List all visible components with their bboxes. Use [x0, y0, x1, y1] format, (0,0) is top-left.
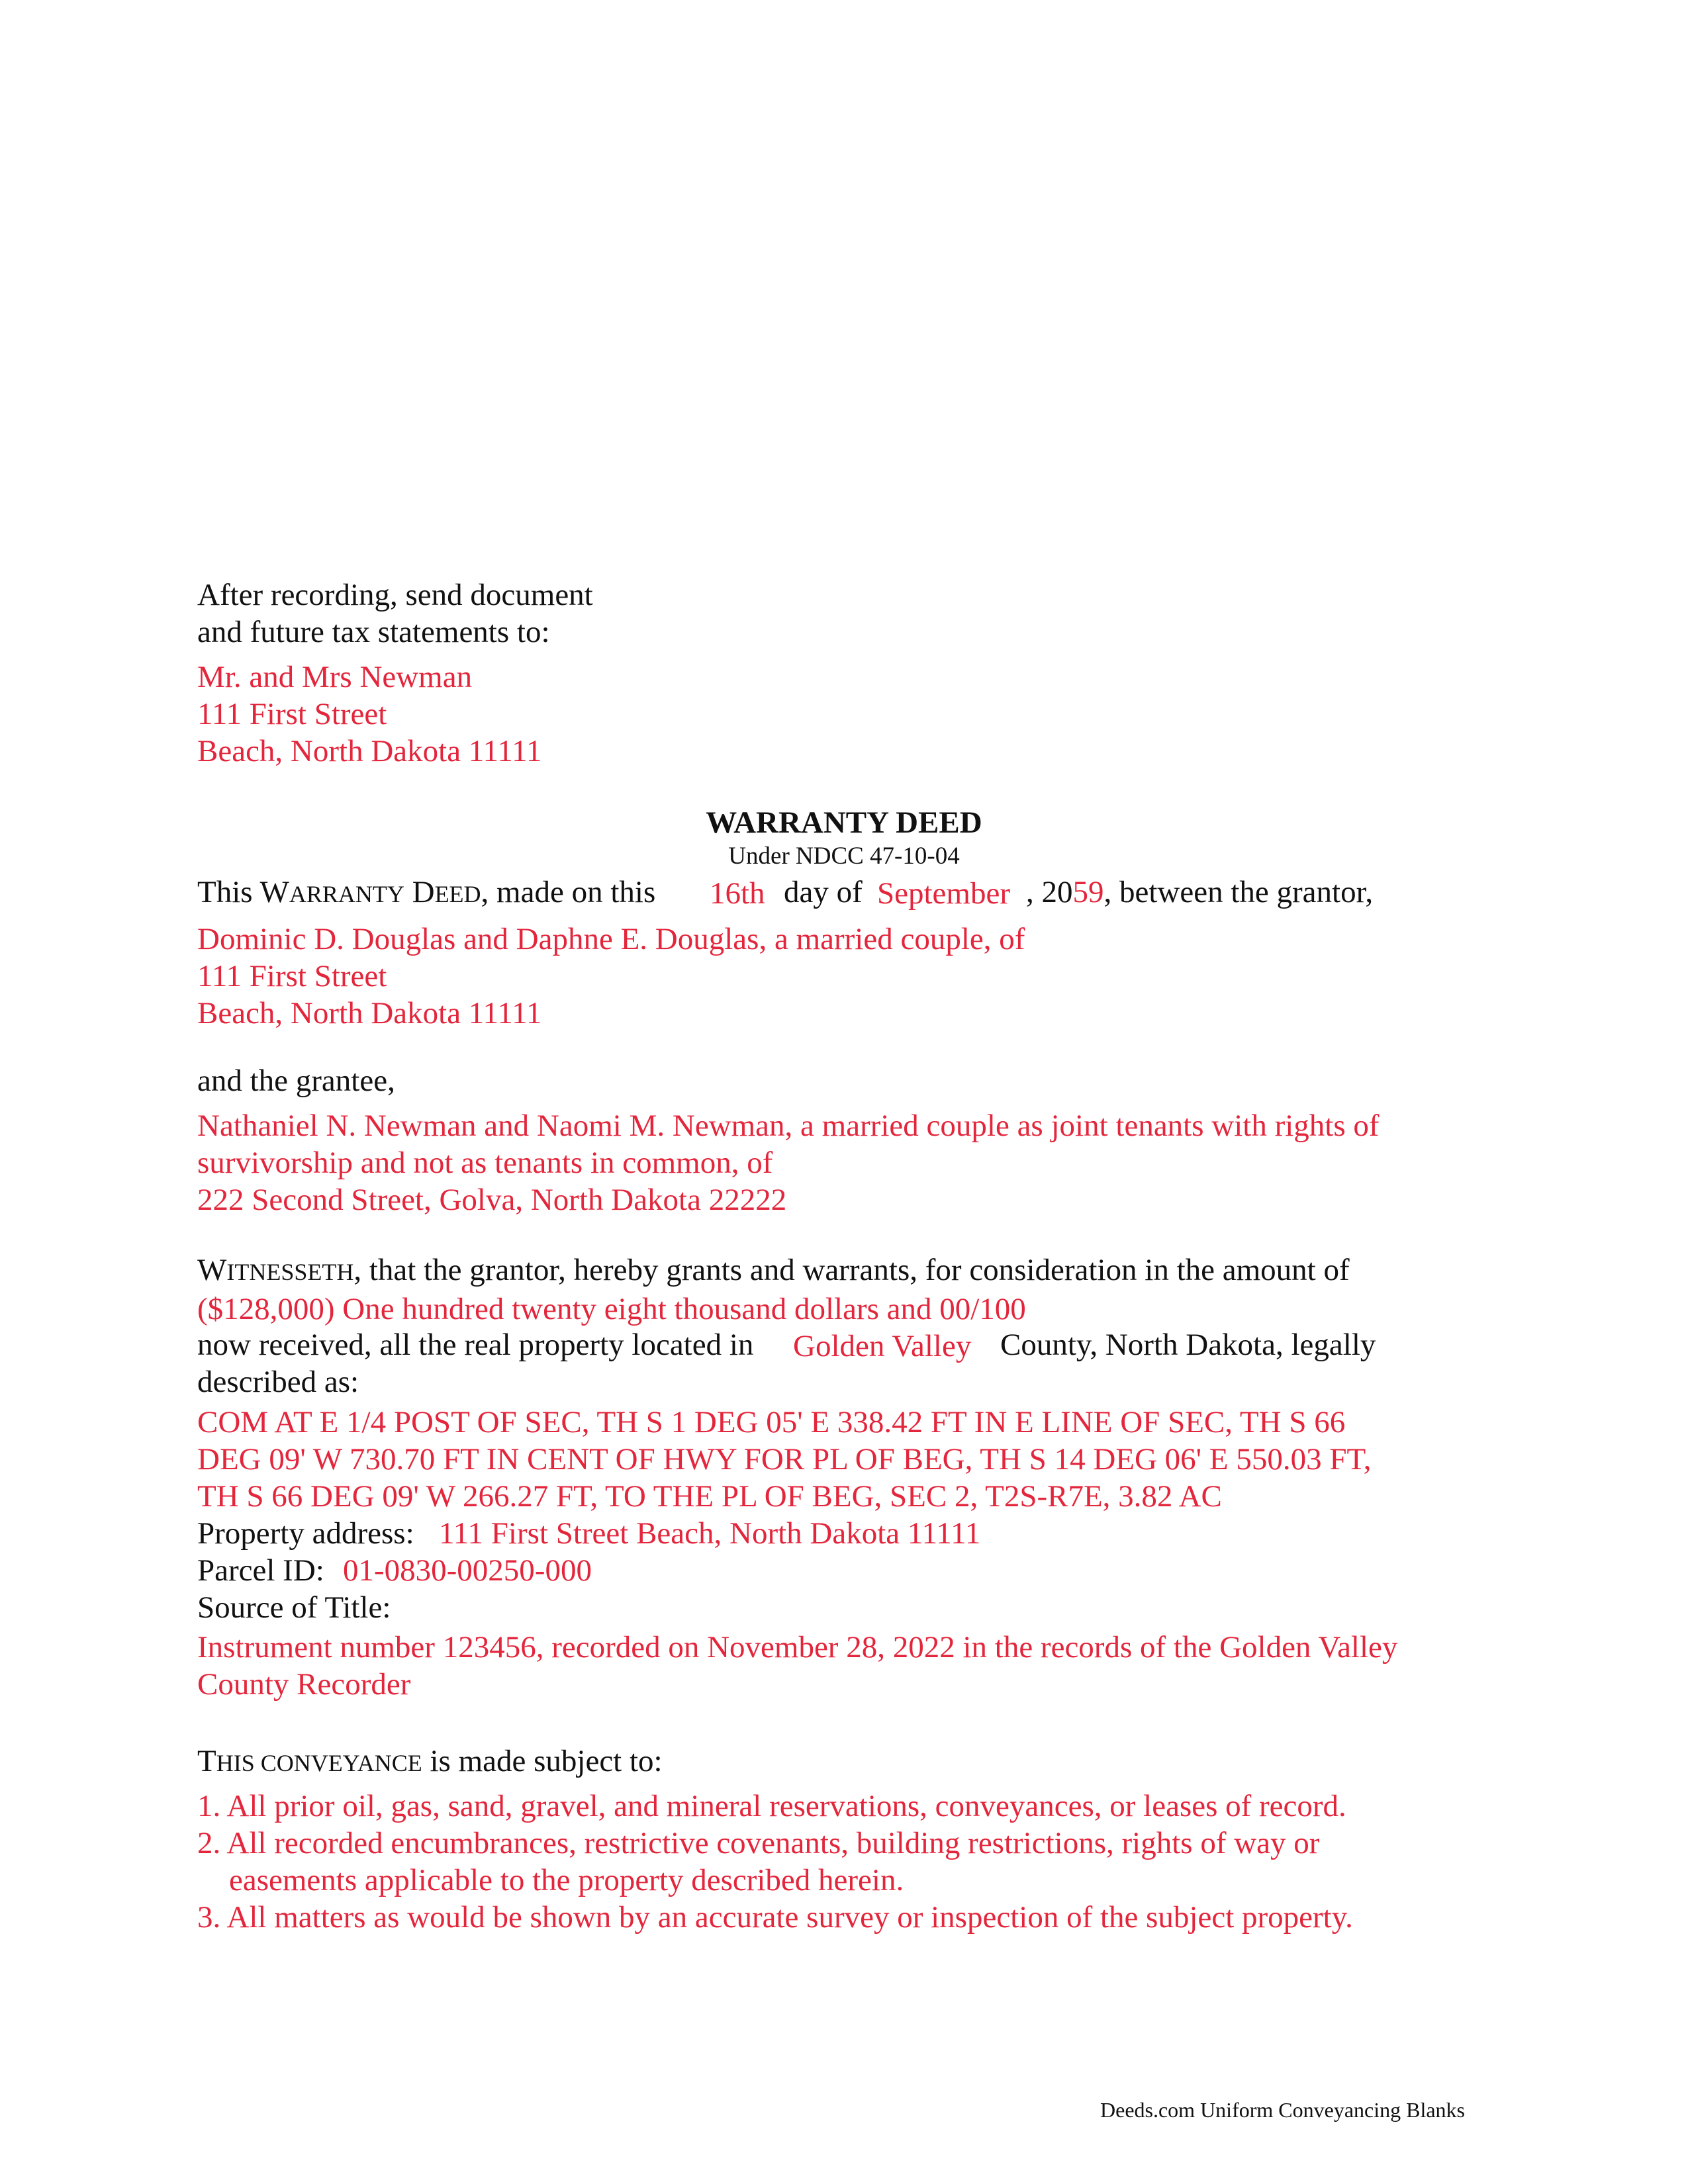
return-instruction-line2: and future tax statements to: [197, 615, 550, 649]
witnesseth-rest: ITNESSETH [226, 1259, 354, 1285]
grantee-address: 222 Second Street, Golva, North Dakota 22222 [197, 1183, 787, 1217]
deed-d: D [412, 875, 435, 909]
document-subtitle: Under NDCC 47-10-04 [728, 842, 960, 870]
described-as: described as: [197, 1365, 359, 1399]
intro-this: This [197, 875, 253, 909]
conveyance-item-2-cont: easements applicable to the property described herein. [229, 1863, 904, 1897]
deed-rest: EED [434, 881, 481, 907]
year-suffix: 59 [1072, 875, 1104, 909]
parcel-id-label: Parcel ID: [197, 1553, 324, 1588]
conveyance-heading [197, 1743, 663, 1782]
warranty-rest: ARRANTY [289, 881, 404, 907]
day-value: 16th [710, 876, 765, 911]
source-of-title-line2: County Recorder [197, 1667, 411, 1702]
property-address-value: 111 First Street Beach, North Dakota 11111 [439, 1516, 981, 1551]
conveyance-subject-to: is made subject to: [422, 1744, 663, 1778]
intro-day-of: day of [784, 875, 863, 909]
year-prefix: , 20 [1026, 875, 1073, 909]
source-of-title-line1: Instrument number 123456, recorded on November 28, 2022 in the records of the Golden Valley [197, 1630, 1398, 1664]
source-of-title-label: Source of Title: [197, 1590, 391, 1625]
month-value: September [877, 876, 1010, 911]
legal-description-line1: COM AT E 1/4 POST OF SEC, TH S 1 DEG 05' E 338.42 FT IN E LINE OF SEC, TH S 66 [197, 1405, 1346, 1439]
conveyance-item-2: 2. All recorded encumbrances, restrictive covenants, building restrictions, rights of way or [197, 1826, 1320, 1860]
grantor-names: Dominic D. Douglas and Daphne E. Douglas, a married couple, of [197, 922, 1025, 956]
conveyance-t: T [197, 1744, 216, 1778]
conveyance-item-1: 1. All prior oil, gas, sand, gravel, and mineral reservations, conveyances, or leases of record. [197, 1789, 1346, 1823]
witnesseth-w: W [197, 1253, 227, 1287]
return-city-state-zip: Beach, North Dakota 11111 [197, 734, 542, 768]
grantee-label: and the grantee, [197, 1064, 395, 1098]
property-address-label: Property address: [197, 1516, 414, 1551]
intro-line [197, 874, 655, 913]
intro-made-on-this: , made on this [481, 875, 656, 909]
grantee-line2: survivorship and not as tenants in common, of [197, 1146, 773, 1180]
located-suffix: County, North Dakota, legally [1000, 1328, 1376, 1362]
warranty-w: W [259, 875, 289, 909]
footer-credit: Deeds.com Uniform Conveyancing Blanks [1100, 2098, 1465, 2122]
return-instruction-line1: After recording, send document [197, 578, 593, 612]
return-street: 111 First Street [197, 697, 387, 731]
witnesseth-line [197, 1251, 1350, 1291]
legal-description-line3: TH S 66 DEG 09' W 266.27 FT, TO THE PL OF BEG, SEC 2, T2S-R7E, 3.82 AC [197, 1479, 1222, 1514]
intro-year-group [1026, 874, 1373, 911]
parcel-id-value: 01-0830-00250-000 [343, 1553, 592, 1588]
conveyance-rest: HIS CONVEYANCE [216, 1750, 422, 1776]
conveyance-item-3: 3. All matters as would be shown by an accurate survey or inspection of the subject property. [197, 1900, 1353, 1934]
between-grantor: , between the grantor, [1103, 875, 1374, 909]
grantor-street: 111 First Street [197, 959, 387, 993]
legal-description-line2: DEG 09' W 730.70 FT IN CENT OF HWY FOR PL OF BEG, TH S 14 DEG 06' E 550.03 FT, [197, 1442, 1372, 1477]
grantee-line1: Nathaniel N. Newman and Naomi M. Newman, a married couple as joint tenants with rights of [197, 1109, 1380, 1143]
consideration: ($128,000) One hundred twenty eight thousand dollars and 00/100 [197, 1292, 1026, 1326]
located-prefix: now received, all the real property located in [197, 1328, 754, 1362]
grantor-city-state-zip: Beach, North Dakota 11111 [197, 996, 542, 1030]
document-title: WARRANTY DEED [706, 805, 982, 840]
witnesseth-text: , that the grantor, hereby grants and warrants, for consideration in the amount of [353, 1253, 1350, 1287]
county-value: Golden Valley [793, 1329, 972, 1363]
return-name: Mr. and Mrs Newman [197, 660, 473, 694]
